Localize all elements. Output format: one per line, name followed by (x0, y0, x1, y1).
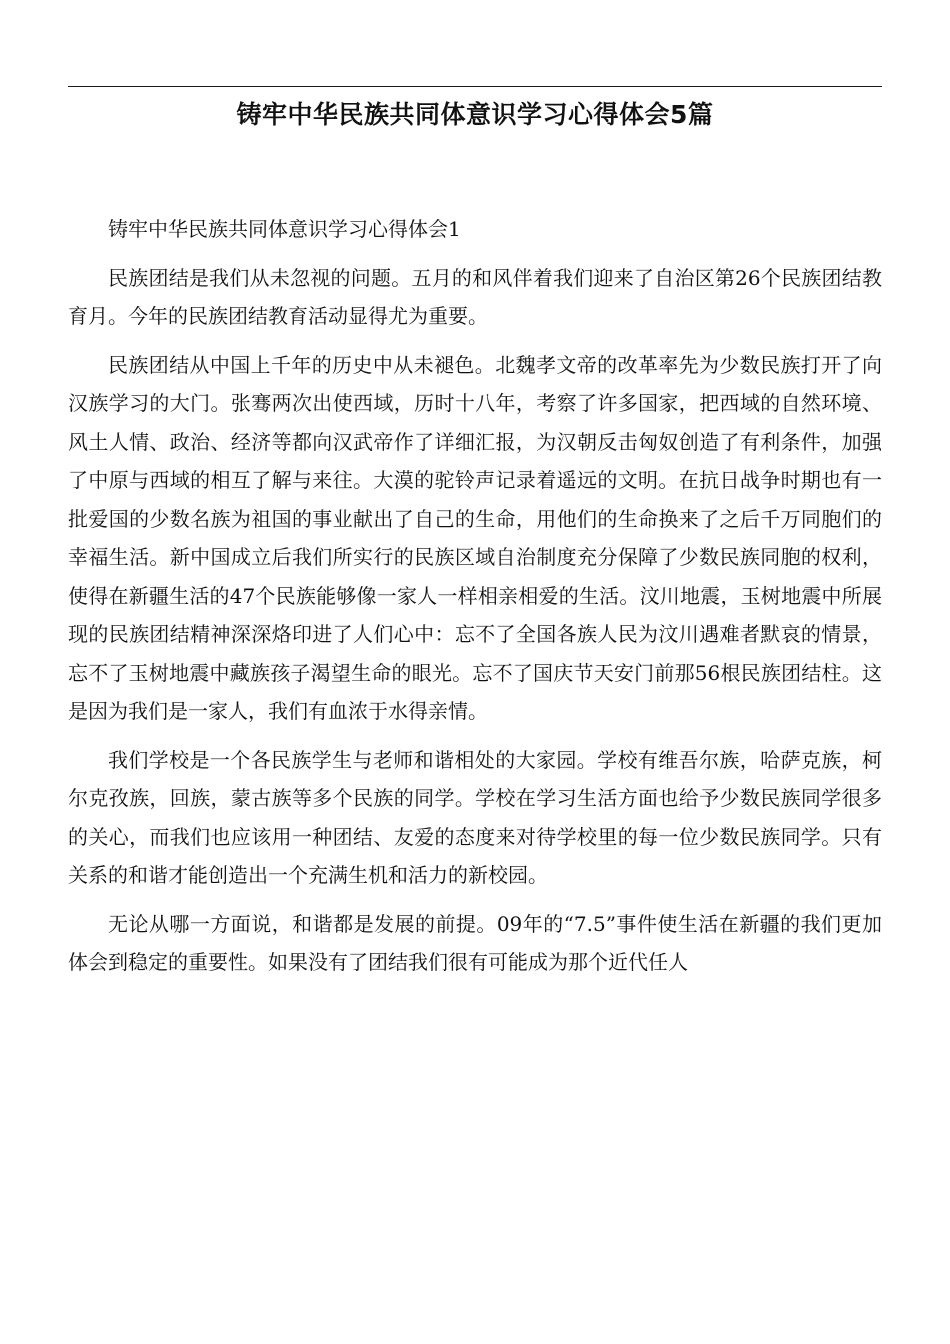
document-title: 铸牢中华民族共同体意识学习心得体会5篇 (236, 100, 714, 129)
paragraph-1: 民族团结是我们从未忽视的问题。五月的和风伴着我们迎来了自治区第26个民族团结教育月。今年的民族团结教育活动显得尤为重要。 (68, 265, 882, 328)
paragraph-4: 无论从哪一方面说，和谐都是发展的前提。09年的“7.5”事件使生活在新疆的我们更加体会到稳定的重要性。如果没有了团结我们很有可能成为那个近代任人 (68, 911, 882, 974)
header-rule (68, 86, 882, 87)
paragraph-3: 我们学校是一个各民族学生与老师和谐相处的大家园。学校有维吾尔族，哈萨克族，柯尔克孜族，回族，蒙古族等多个民族的同学。学校在学习生活方面也给予少数民族同学很多的关心，而我们也应该用一种团结、友爱的态度来对待学校里的每一位少数民族同学。只有关系的和谐才能创造出一个充满生机和活力的新校园。 (68, 747, 882, 887)
document-body (68, 210, 882, 992)
paragraph-2: 民族团结从中国上千年的历史中从未褪色。北魏孝文帝的改革率先为少数民族打开了向汉族学习的大门。张骞两次出使西域，历时十八年，考察了许多国家，把西域的自然环境、风土人情、政治、经济等都向汉武帝作了详细汇报，为汉朝反击匈奴创造了有利条件，加强了中原与西域的相互了解与来往。大漠的驼铃声记录着遥远的文明。在抗日战争时期也有一批爱国的少数名族为祖国的事业献出了自己的生命，用他们的生命换来了之后千万同胞们的幸福生活。新中国成立后我们所实行的民族区域自治制度充分保障了少数民族同胞的权利，使得在新疆生活的47个民族能够像一家人一样相亲相爱的生活。汶川地震，玉树地震中所展现的民族团结精神深深烙印进了人们心中：忘不了全国各族人民为汶川遇难者默哀的情景，忘不了玉树地震中藏族孩子渴望生命的眼光。忘不了国庆节天安门前那56根民族团结柱。这是因为我们是一家人，我们有血浓于水得亲情。 (68, 352, 882, 723)
section-heading: 铸牢中华民族共同体意识学习心得体会1 (108, 217, 461, 241)
